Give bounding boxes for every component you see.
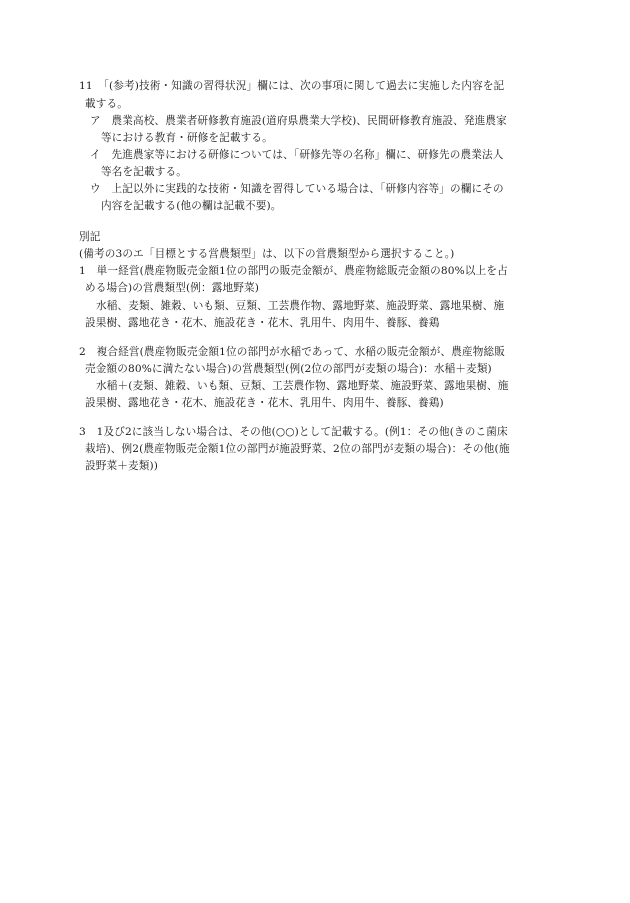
note11-item-a: ア 農業高校、農業者研修教育施設(道府県農業大学校)、民間研修教育施設、発進農家: [90, 115, 507, 127]
appendix-item3-line-2: 栽培)、例2(農産物販売金額1位の部門が施設野菜、2位の部門が麦類の場合)：その他(施: [85, 443, 510, 455]
note11-item-u-cont: 内容を記載する(他の欄は記載不要)。: [101, 200, 282, 212]
note11-line-1: 11 「(参考)技術・知識の習得状況」欄には、次の事項に関して過去に実施した内容を記: [79, 80, 505, 92]
appendix-item1-line-2: める場合)の営農類型(例：露地野菜): [85, 282, 260, 294]
note11-item-a-cont: 等における教育・研修を記載する。: [101, 132, 273, 144]
note11-item-i: イ 先進農家等における研修については、「研修先等の名称」欄に、研修先の農業法人: [90, 149, 504, 161]
appendix-item1-line-4: 設果樹、露地花き・花木、施設花き・花木、乳用牛、肉用牛、養豚、養鶏: [85, 317, 440, 329]
appendix-item3-line-3: 設野菜＋麦類)): [85, 460, 159, 472]
note11-line-2: 載する。: [85, 98, 128, 110]
appendix-item2-line-1: 2 複合経営(農産物販売金額1位の部門が水稲であって、水稲の販売金額が、農産物総販: [79, 346, 506, 358]
appendix-intro: (備考の3のエ「目標とする営農類型」は、以下の営農類型から選択すること。): [79, 248, 455, 260]
appendix-item2-line-3: 水稲＋(麦類、雑穀、いも類、豆類、工芸農作物、露地野菜、施設野菜、露地果樹、施: [96, 380, 509, 392]
appendix-heading: 別記: [79, 231, 101, 243]
appendix-item1-line-3: 水稲、麦類、雑穀、いも類、豆類、工芸農作物、露地野菜、施設野菜、露地果樹、施: [96, 300, 505, 312]
appendix-item2-line-4: 設果樹、露地花き・花木、施設花き・花木、乳用牛、肉用牛、養豚、養鶏): [85, 397, 444, 409]
note11-item-u: ウ 上記以外に実践的な技術・知識を習得している場合は、「研修内容等」の欄にその: [90, 183, 504, 195]
appendix-item1-line-1: 1 単一経営(農産物販売金額1位の部門の販売金額が、農産物総販売金額の80%以上を占: [79, 265, 508, 277]
appendix-item2-line-2: 売金額の80%に満たない場合)の営農類型(例(2位の部門が麦類の場合)：水稲＋麦類): [85, 363, 492, 375]
appendix-item3-line-1: 3 1及び2に該当しない場合は、その他(○○)として記載する。(例1：その他(きのこ菌床: [79, 426, 508, 438]
note11-item-i-cont: 等名を記載する。: [101, 166, 187, 178]
